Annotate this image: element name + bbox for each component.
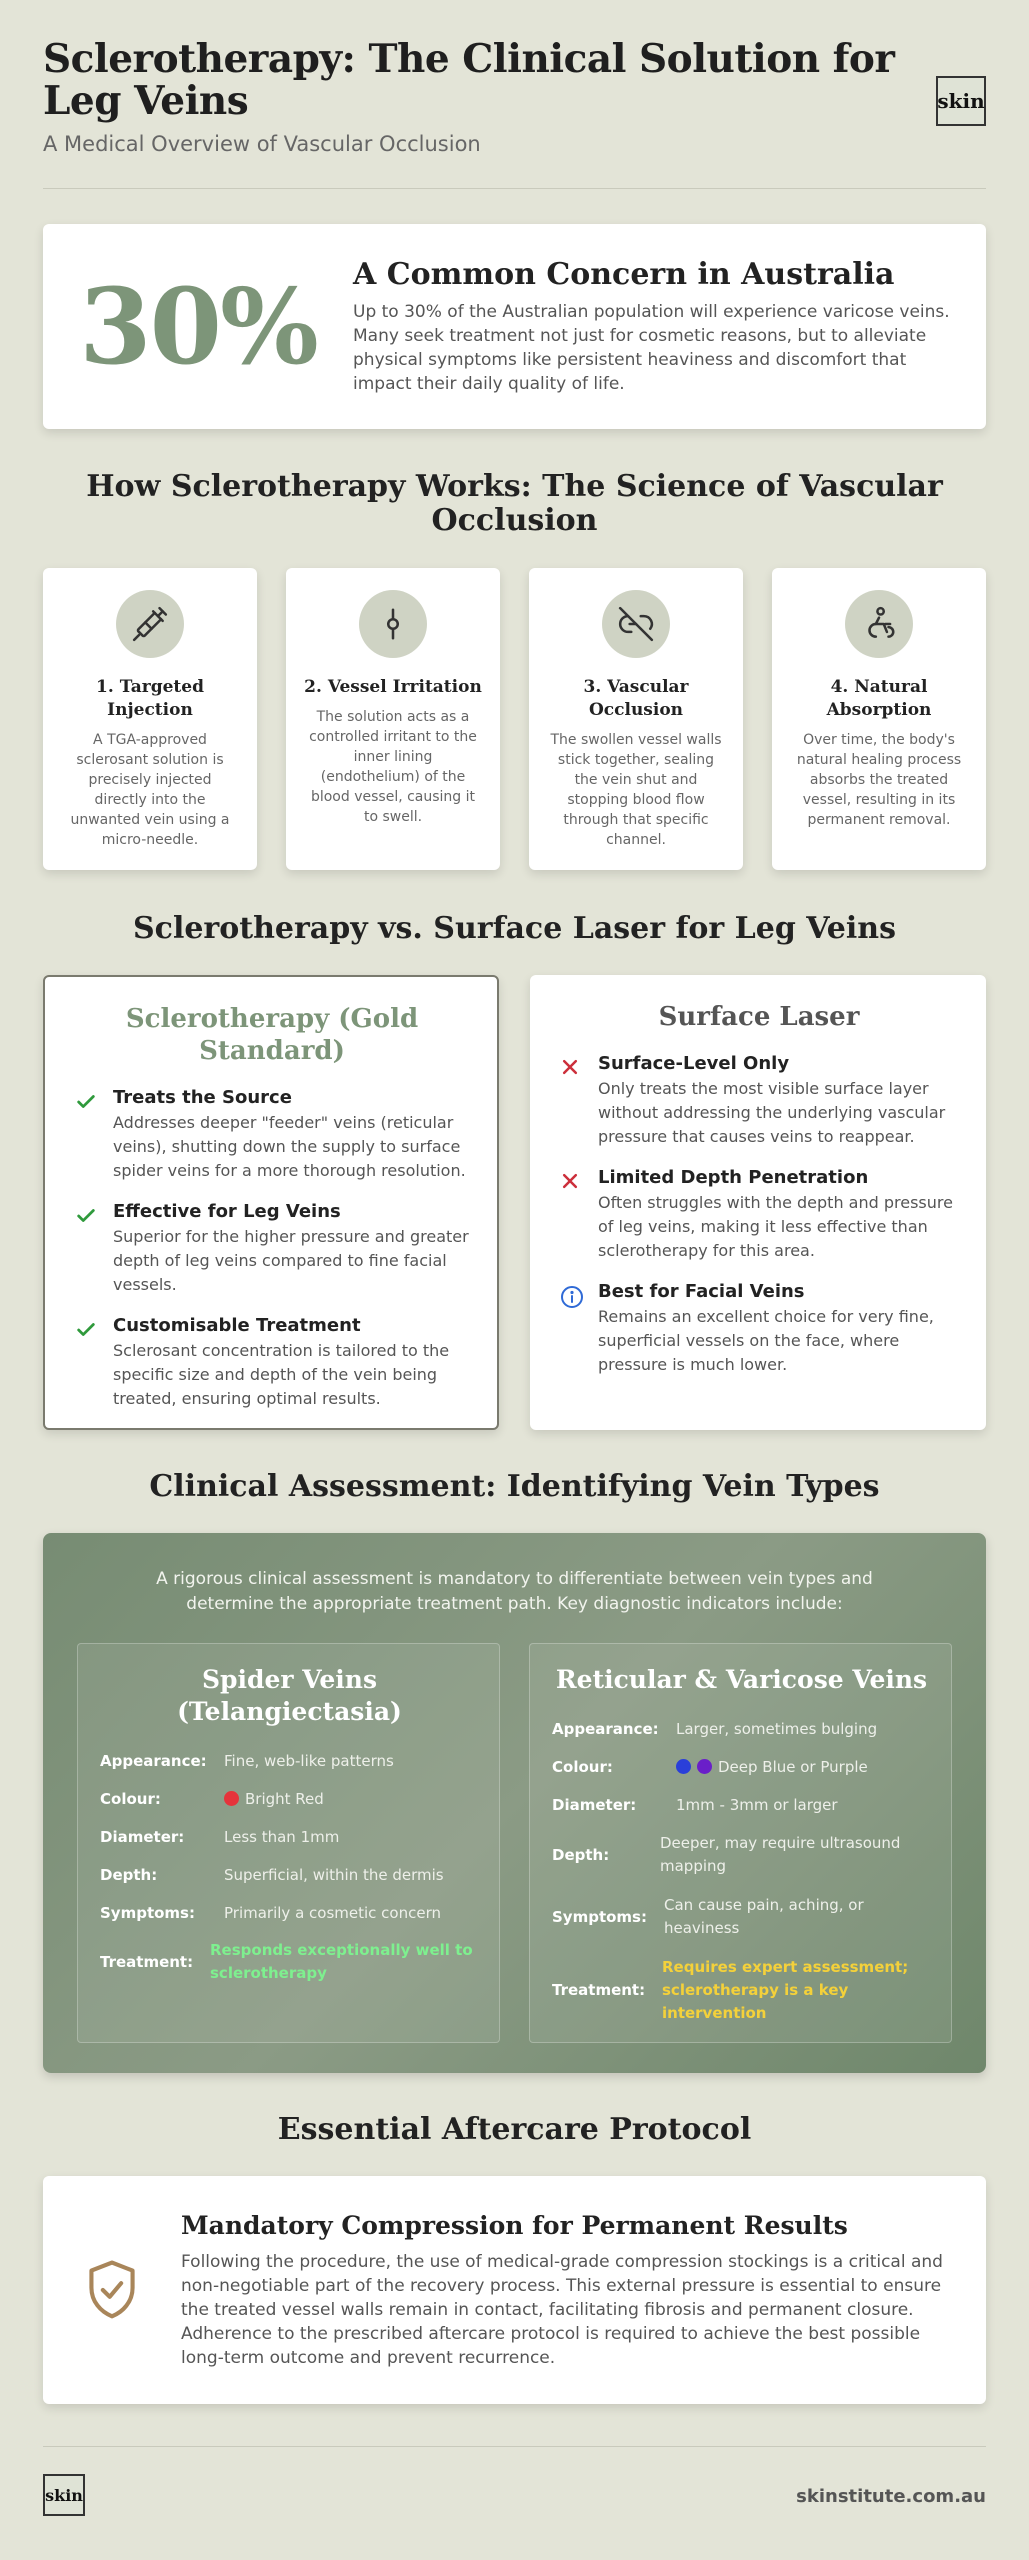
item-title: Treats the Source [113, 1087, 292, 1108]
stat-text: Up to 30% of the Australian population will experience varicose veins. Many seek treatment not just for cosmetic reasons, but to alleviate physical symptoms like persistent heaviness and discomfort that impact their daily quality of life. [353, 302, 950, 394]
depth-label: Depth: [552, 1846, 610, 1864]
divider [43, 188, 986, 189]
steps-row [43, 568, 986, 870]
footer-url[interactable]: skinstitute.com.au [796, 2486, 986, 2507]
purple-dot-icon [697, 1759, 712, 1774]
step-title: 4. Natural Absorption [826, 677, 932, 720]
step-text: A TGA-approved sclerosant solution is precisely injected directly into the unwanted vein using a micro-needle. [70, 732, 230, 848]
colour-value: Deep Blue or Purple [718, 1757, 868, 1776]
spider-veins-title: Spider Veins (Telangiectasia) [177, 1665, 402, 1726]
check-icon [75, 1201, 113, 1297]
spider-veins-card [77, 1643, 500, 2043]
treatment-value: Requires expert assessment; sclerotherapy is a key intervention [662, 1957, 909, 2022]
divider [43, 2446, 986, 2447]
step-text: The swollen vessel walls stick together, sealing the vein shut and stopping blood flow through that specific channel. [550, 732, 722, 848]
item-text: Only treats the most visible surface layer without addressing the underlying vascular pressure that causes veins to reappear. [598, 1079, 946, 1146]
vessel-icon [359, 590, 427, 658]
diameter-label: Diameter: [100, 1828, 185, 1846]
varicose-veins-card [529, 1643, 952, 2043]
list-item [560, 1167, 958, 1263]
sclerotherapy-card [43, 975, 499, 1430]
list-item [560, 1281, 958, 1377]
list-item [75, 1087, 469, 1183]
stat-card [43, 224, 986, 429]
item-title: Effective for Leg Veins [113, 1201, 341, 1222]
info-icon [560, 1281, 598, 1377]
red-dot-icon [224, 1791, 239, 1806]
item-title: Surface-Level Only [598, 1053, 790, 1074]
depth-value: Deeper, may require ultrasound mapping [660, 1834, 901, 1875]
step-title: 3. Vascular Occlusion [583, 677, 689, 720]
list-item [75, 1315, 469, 1411]
page-subtitle: A Medical Overview of Vascular Occlusion [43, 132, 481, 156]
treatment-label: Treatment: [100, 1953, 194, 1971]
list-item [560, 1053, 958, 1149]
stat-number: 30% [79, 265, 317, 388]
treatment-label: Treatment: [552, 1981, 646, 1999]
aftercare-title: Essential Aftercare Protocol [277, 2112, 752, 2147]
step-card [43, 568, 257, 870]
compare-title: Sclerotherapy vs. Surface Laser for Leg Veins [133, 911, 896, 946]
stat-heading: A Common Concern in Australia [353, 257, 895, 292]
blue-dot-icon [676, 1759, 691, 1774]
colour-value: Bright Red [245, 1789, 324, 1808]
check-icon [75, 1315, 113, 1411]
laser-card [530, 975, 986, 1430]
clinical-title: Clinical Assessment: Identifying Vein Types [149, 1469, 880, 1504]
aftercare-card [43, 2176, 986, 2404]
broken-link-icon [602, 590, 670, 658]
item-text: Often struggles with the depth and pressure of leg veins, making it less effective than sclerotherapy for this area. [598, 1193, 953, 1260]
item-text: Addresses deeper "feeder" veins (reticular veins), shutting down the supply to surface spider veins for a more thorough resolution. [113, 1113, 466, 1180]
step-text: Over time, the body's natural healing process absorbs the treated vessel, resulting in its permanent removal. [796, 732, 962, 828]
check-icon [75, 1087, 113, 1183]
appearance-value: Fine, web-like patterns [224, 1751, 394, 1770]
step-card [286, 568, 500, 870]
item-title: Limited Depth Penetration [598, 1167, 869, 1188]
sclerotherapy-title: Sclerotherapy (Gold Standard) [125, 1004, 419, 1066]
clinical-intro: A rigorous clinical assessment is mandatory to differentiate between vein types and determine the appropriate treatment path. Key diagnostic indicators include: [156, 1569, 873, 1614]
appearance-label: Appearance: [100, 1752, 207, 1770]
symptoms-value: Can cause pain, aching, or heaviness [664, 1896, 864, 1937]
page-header [43, 38, 986, 188]
depth-value: Superficial, within the dermis [224, 1865, 444, 1884]
step-card [529, 568, 743, 870]
step-title: 1. Targeted Injection [96, 677, 204, 720]
diameter-value: 1mm - 3mm or larger [676, 1795, 838, 1814]
colour-label: Colour: [552, 1758, 613, 1776]
shield-check-icon [43, 2258, 181, 2322]
clinical-panel [43, 1533, 986, 2073]
depth-label: Depth: [100, 1866, 158, 1884]
footer-logo: skin [43, 2474, 85, 2516]
diameter-label: Diameter: [552, 1796, 637, 1814]
item-text: Superior for the higher pressure and greater depth of leg veins compared to fine facial vessels. [113, 1227, 469, 1294]
symptoms-label: Symptoms: [100, 1904, 195, 1922]
compare-row [43, 975, 986, 1430]
recycle-person-icon [845, 590, 913, 658]
item-title: Best for Facial Veins [598, 1281, 805, 1302]
step-card [772, 568, 986, 870]
step-text: The solution acts as a controlled irritant to the inner lining (endothelium) of the blood vessel, causing it to swell. [309, 709, 477, 825]
cross-icon [560, 1053, 598, 1149]
treatment-value: Responds exceptionally well to sclerotherapy [210, 1941, 473, 1982]
aftercare-heading: Mandatory Compression for Permanent Results [181, 2210, 848, 2240]
varicose-veins-title: Reticular & Varicose Veins [555, 1665, 928, 1694]
appearance-value: Larger, sometimes bulging [676, 1719, 878, 1738]
colour-label: Colour: [100, 1790, 161, 1808]
cross-icon [560, 1167, 598, 1263]
item-text: Sclerosant concentration is tailored to the specific size and depth of the vein being treated, ensuring optimal results. [113, 1341, 450, 1408]
symptoms-label: Symptoms: [552, 1908, 647, 1926]
item-title: Customisable Treatment [113, 1315, 361, 1336]
how-title: How Sclerotherapy Works: The Science of Vascular Occlusion [86, 469, 943, 538]
laser-title: Surface Laser [658, 1002, 860, 1032]
appearance-label: Appearance: [552, 1720, 659, 1738]
item-text: Remains an excellent choice for very fine, superficial vessels on the face, where pressure is much lower. [598, 1307, 934, 1374]
diameter-value: Less than 1mm [224, 1827, 340, 1846]
skin-logo: skin [936, 76, 986, 126]
list-item [75, 1201, 469, 1297]
page-title: Sclerotherapy: The Clinical Solution for Leg Veins [43, 36, 895, 124]
aftercare-text: Following the procedure, the use of medical-grade compression stockings is a critical and non-negotiable part of the recovery process. This external pressure is essential to ensure the treated vessel walls remain in contact, facilitating fibrosis and permanent closure. Adherence to the prescribed aftercare protocol is required to achieve the best possible long-term outcome and prevent recurrence. [181, 2251, 943, 2368]
step-title: 2. Vessel Irritation [304, 677, 482, 697]
syringe-icon [116, 590, 184, 658]
symptoms-value: Primarily a cosmetic concern [224, 1903, 441, 1922]
